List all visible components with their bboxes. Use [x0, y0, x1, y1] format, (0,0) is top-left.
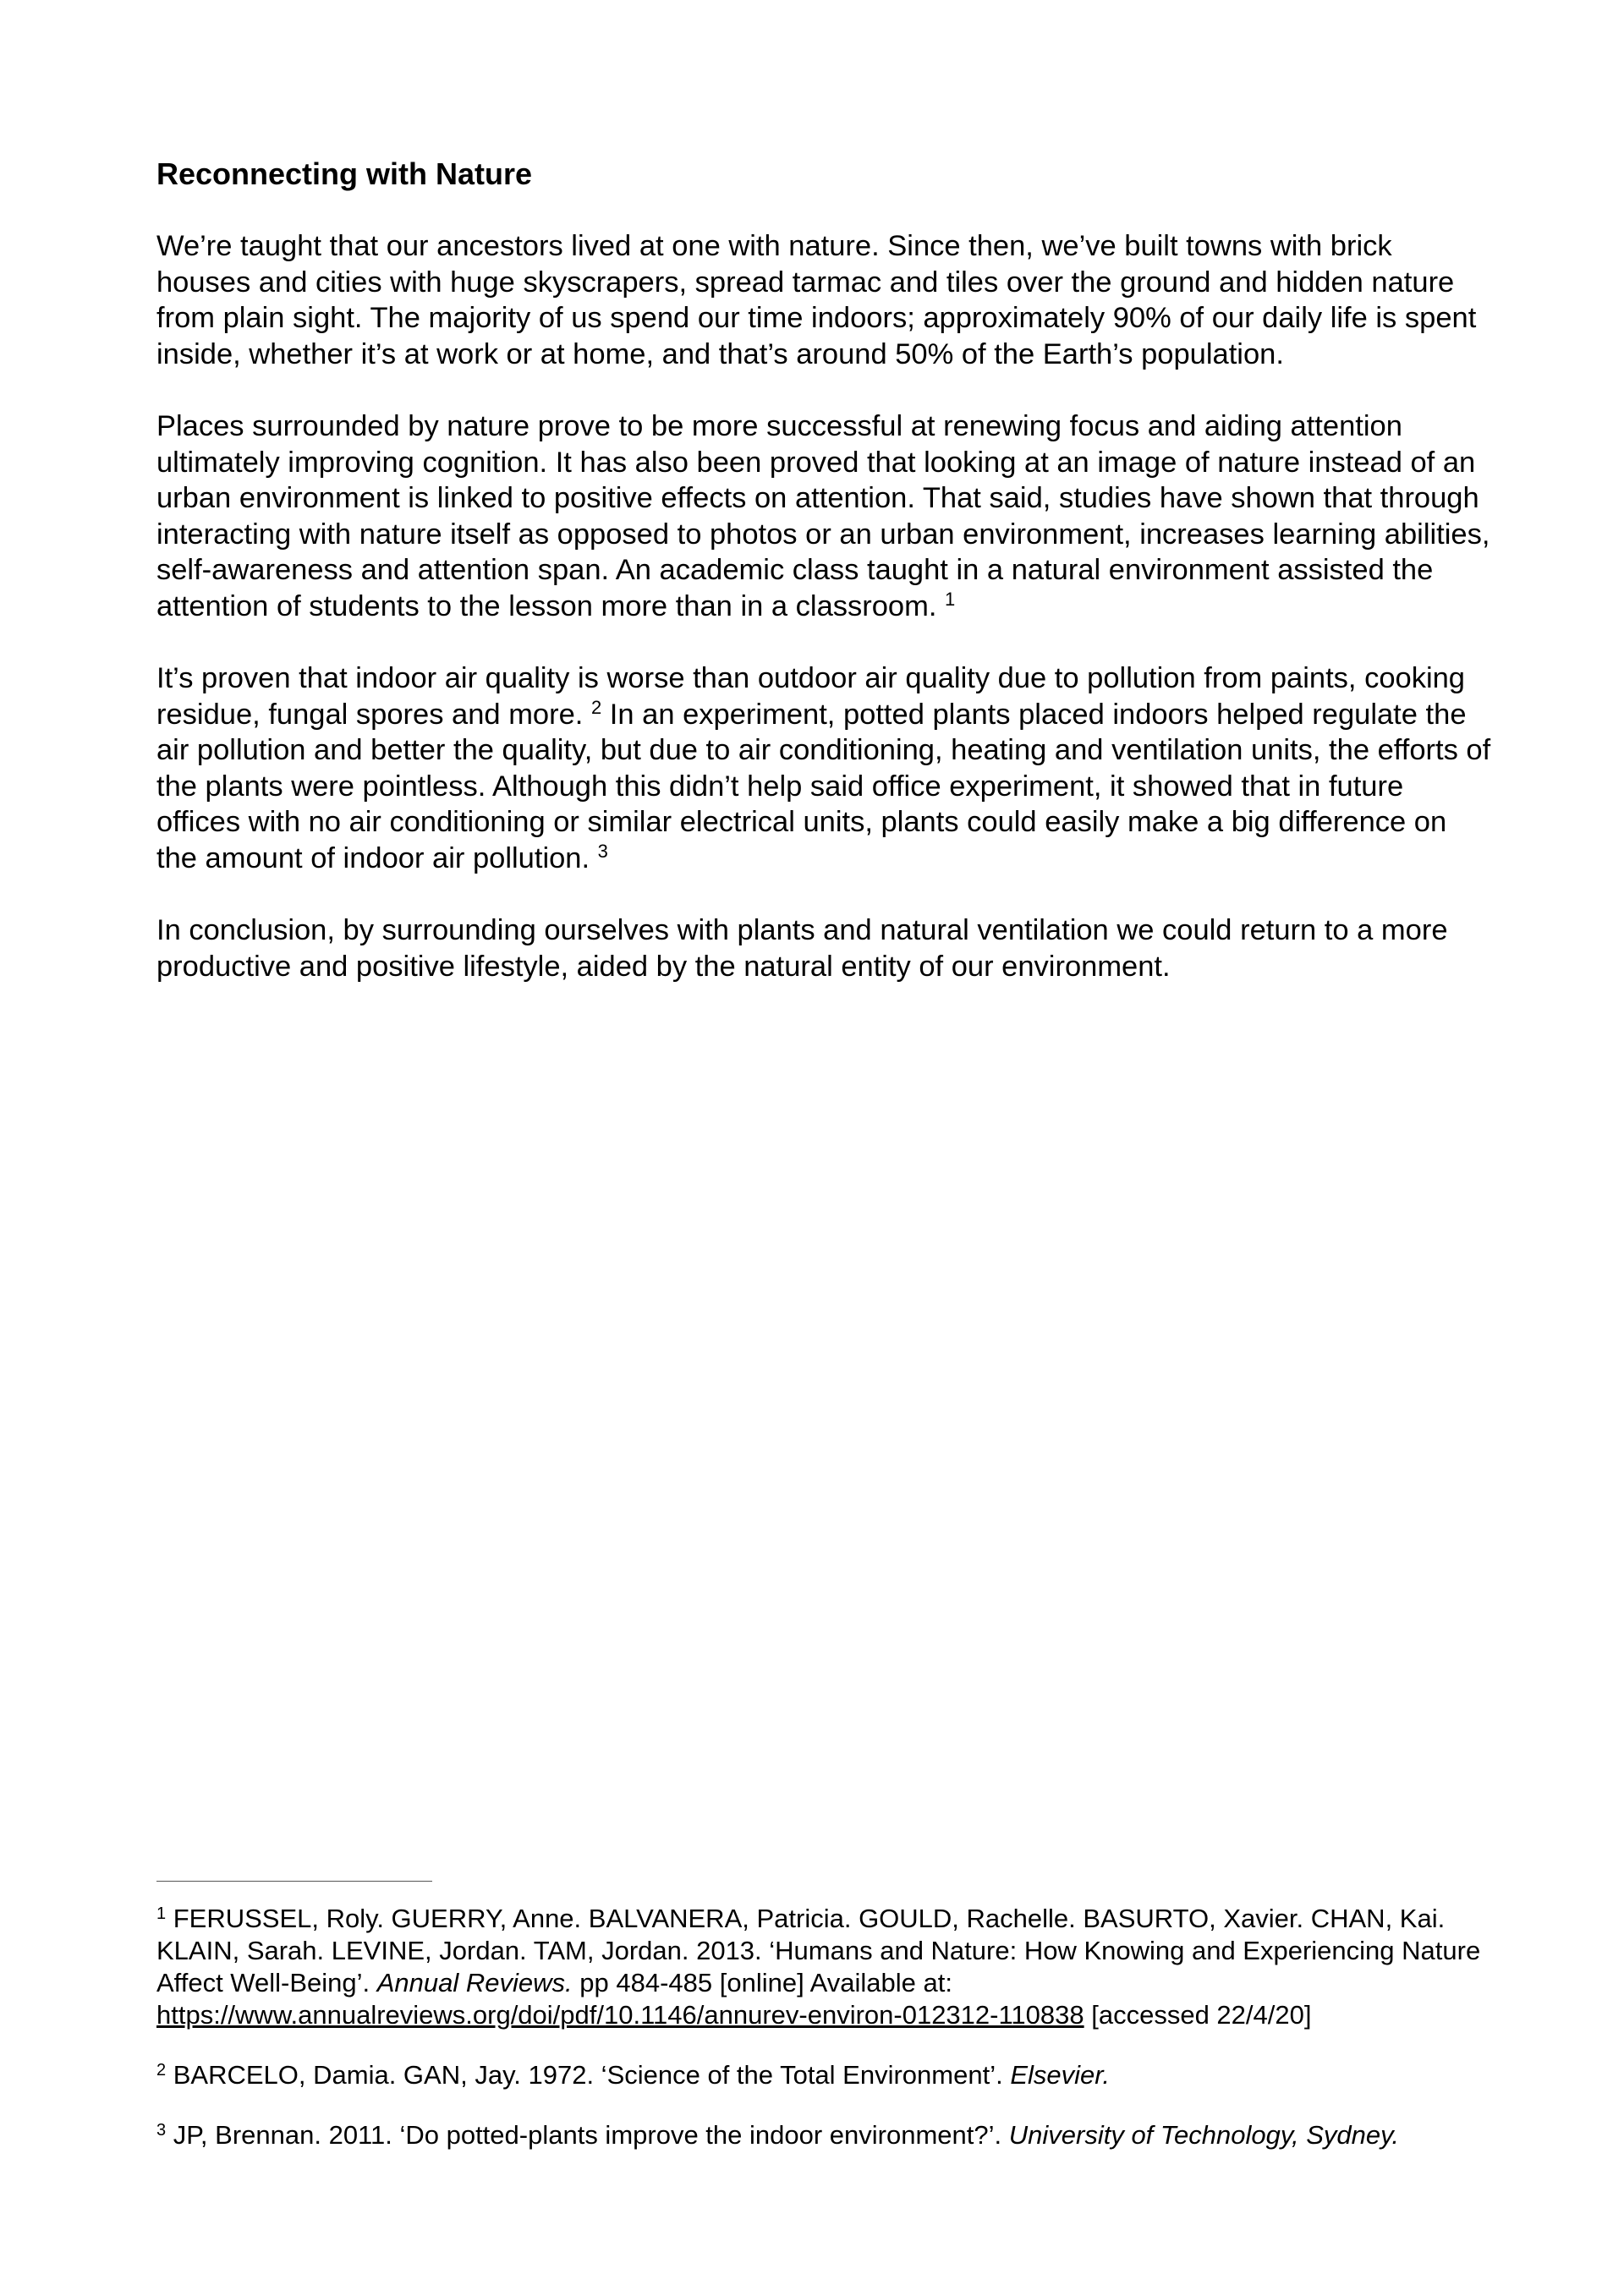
paragraph-3: [156, 660, 1493, 876]
footnote-number: 2: [156, 2061, 167, 2080]
footnote-text: BARCELO, Damia. GAN, Jay. 1972. ‘Science of the Total Environment’.: [166, 2060, 1011, 2090]
paragraph-text: We’re taught that our ancestors lived at one with nature. Since then, we’ve built towns with brick houses and cities with huge skyscrapers, spread tarmac and tiles over the ground and hidden nature from plain sight. The majority of us spend our time indoors; approximately 90% of our daily life is spent inside, whether it’s at work or at home, and that’s around 50% of the Earth’s population.: [156, 230, 1477, 370]
footnote-1: [156, 1903, 1493, 2031]
footnote-number: 3: [156, 2121, 167, 2140]
page-title: Reconnecting with Nature: [156, 156, 533, 191]
paragraph-text: Places surrounded by nature prove to be more successful at renewing focus and aiding attention ultimately improving cognition. It has also been proved that looking at an image of nature instead of an urban environment is linked to positive effects on attention. That said, studies have shown that through interacting with nature itself as opposed to photos or an urban environment, increases learning abilities, self-awareness and attention span. An academic class taught in a natural environment assisted the attention of students to the lesson more than in a classroom.: [156, 410, 1490, 622]
footnote-2: [156, 2059, 1493, 2091]
footnote-number: 1: [156, 1904, 167, 1923]
footnote-source: Annual Reviews.: [376, 1968, 573, 1997]
footnote-ref-3[interactable]: 3: [597, 840, 608, 862]
footnote-text: FERUSSEL, Roly. GUERRY, Anne. BALVANERA, Patricia. GOULD, Rachelle. BASURTO, Xavier. CHAN, Kai. KLAIN, Sarah. LEVINE, Jordan. TAM, Jordan. 2013. ‘Humans and Nature: How Knowing and Experiencing Nature Affect Well-Being’.: [156, 1904, 1481, 1997]
footnote-source: Elsevier.: [1010, 2060, 1111, 2090]
paragraph-2: [156, 408, 1493, 624]
footnote-divider: [156, 1881, 432, 1882]
footnotes: [156, 1903, 1493, 2179]
paragraph-text: In an experiment, potted plants placed indoors helped regulate the air pollution and better the quality, but due to air conditioning, heating and ventilation units, the efforts of the plants were pointless. Although this didn’t help said office experiment, it showed that in future offices with no air conditioning or similar electrical units, plants could easily make a big difference on the amount of indoor air pollution.: [156, 698, 1491, 874]
footnote-link[interactable]: https://www.annualreviews.org/doi/pdf/10.1146/annurev-environ-012312-110838: [156, 2000, 1084, 2030]
footnote-3: [156, 2119, 1493, 2151]
footnote-ref-1[interactable]: 1: [945, 588, 956, 610]
footnote-ref-2[interactable]: 2: [590, 696, 602, 718]
paragraph-1: [156, 228, 1493, 372]
paragraph-text: It’s proven that indoor air quality is worse than outdoor air quality due to pollution from paints, cooking residue, fungal spores and more.: [156, 662, 1465, 731]
footnote-text: [accessed 22/4/20]: [1084, 2000, 1312, 2030]
paragraph-text: In conclusion, by surrounding ourselves with plants and natural ventilation we could return to a more productive and positive lifestyle, aided by the natural entity of our environment.: [156, 914, 1448, 983]
body-text: [156, 228, 1493, 1021]
footnote-source: University of Technology, Sydney.: [1008, 2120, 1399, 2150]
footnote-text: JP, Brennan. 2011. ‘Do potted-plants improve the indoor environment?’.: [166, 2120, 1009, 2150]
paragraph-4: [156, 912, 1493, 984]
footnote-text: pp 484-485 [online] Available at:: [572, 1968, 952, 1997]
